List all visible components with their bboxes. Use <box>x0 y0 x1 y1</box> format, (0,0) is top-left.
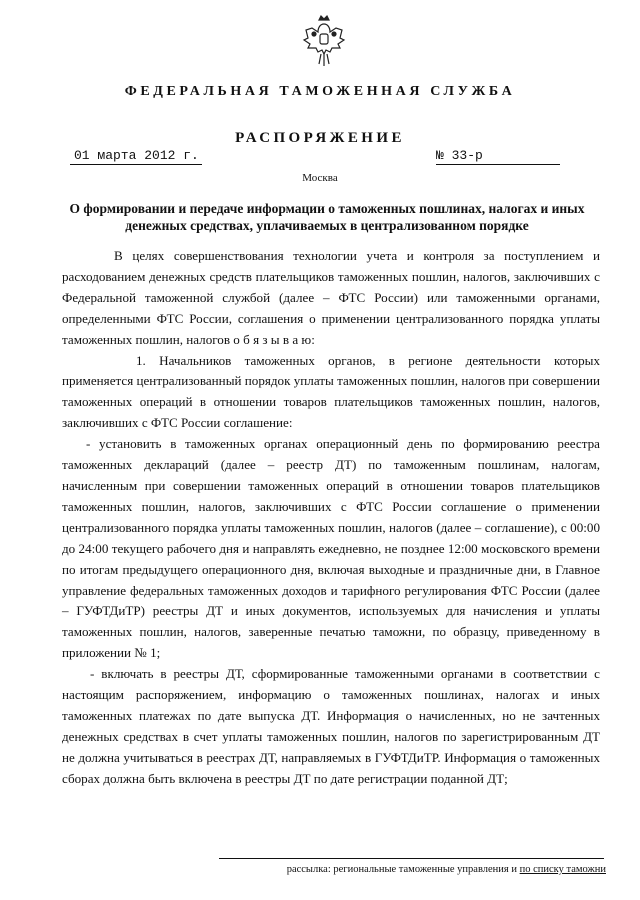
document-subject: О формировании и передаче информации о таможенных пошлинах, налогах и иных денежных средствах, уплачиваемых в централизованном порядке <box>69 201 585 233</box>
document-number: № 33-р <box>436 148 560 165</box>
double-headed-eagle-emblem-icon <box>302 14 346 68</box>
document-date: 01 марта 2012 г. <box>70 148 202 165</box>
document-body <box>62 246 600 790</box>
paragraph: 1. Начальников таможенных органов, в регионе деятельности которых применяется централизованный порядок уплаты таможенных пошлин, налогов при совершении таможенных операций в отношении товаров плательщиков таможенных пошлин, налогов, заключивших с ФТС России соглашение: <box>62 352 600 431</box>
distribution-underlined: по списку таможни <box>519 864 606 875</box>
distribution-note <box>287 864 606 875</box>
document-type: РАСПОРЯЖЕНИЕ <box>235 130 405 146</box>
agency-name: ФЕДЕРАЛЬНАЯ ТАМОЖЕННАЯ СЛУЖБА <box>124 84 516 99</box>
paragraph: - установить в таможенных органах операционный день по формированию реестра таможенных деклараций (далее – реестр ДТ) по таможенным пошлинам, налогам, начисленным при совершении таможенных операций в отношении товаров плательщиков таможенных пошлин, налогов, заключивших с ФТС России соглашение о применении централизованного порядка уплаты таможенных пошлин, налогов (далее – соглашение), с 00:00 до 24:00 текущего рабочего дня и направлять ежедневно, не позднее 12:00 московского времени по итогам предыдущего операционного дня, включая выходные и праздничные дни, в Главное управление федеральных таможенных доходов и тарифного регулирования ФТС России (далее – ГУФТДиТР) реестры ДТ и иных документов, используемых для начисления и уплаты таможенных пошлин, налогов, заверенные печатью таможни, по образцу, приведенному в приложении № 1; <box>62 436 600 661</box>
paragraph: В целях совершенствования технологии учета и контроля за поступлением и расходованием денежных средств плательщиков таможенных пошлин, налогов, заключивших с Федеральной таможенной службой (далее – ФТС России) или таможенными органами, определенными ФТС России, соглашения о применении централизованного порядка уплаты таможенных пошлин, налогов о б я з ы в а ю: <box>62 248 600 347</box>
paragraph: - включать в реестры ДТ, сформированные таможенными органами в соответствии с настоящим распоряжением, информацию о таможенных пошлинах, налогах и иных таможенных платежах по дате выпуска ДТ. Информация о начисленных, но не зачтенных денежных средствах в счет уплаты таможенных пошлин, налогов по зарегистрированным ДТ не должна учитываться в реестрах ДТ, направляемых в ГУФТДиТР. Информация о таможенных сборах должна быть включена в реестры ДТ по дате регистрации поданной ДТ; <box>62 666 600 786</box>
footer-divider <box>219 858 604 859</box>
distribution-text: рассылка: региональные таможенные управления и <box>286 864 517 875</box>
city: Москва <box>302 172 338 184</box>
